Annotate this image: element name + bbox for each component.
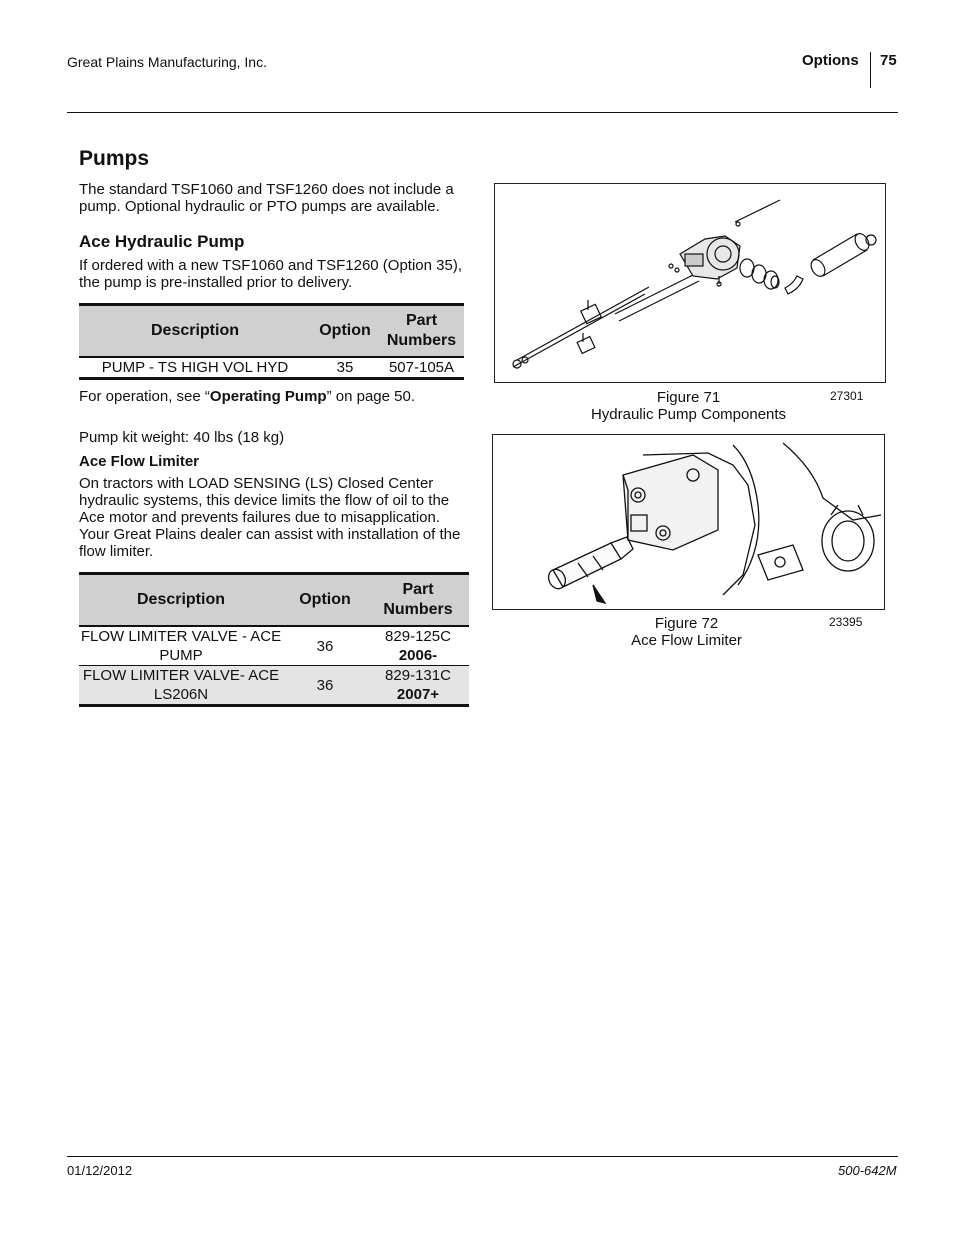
cell-part (367, 666, 469, 706)
flow-limiter-parts-table (79, 572, 469, 707)
hydraulic-pump-illustration (495, 184, 885, 382)
subsection-title-ace-pump: Ace Hydraulic Pump (79, 232, 245, 251)
table-row (79, 357, 464, 379)
figure-71-caption (586, 389, 791, 423)
figure-71-number: 27301 (830, 389, 864, 403)
col-part-numbers: Part Numbers (379, 305, 464, 358)
header-company: Great Plains Manufacturing, Inc. (67, 54, 267, 70)
footer-date: 01/12/2012 (67, 1163, 133, 1178)
figure-71-image (494, 183, 886, 383)
cell-option: 35 (336, 359, 354, 376)
table-row (79, 666, 469, 706)
col-option: Option (283, 574, 367, 627)
header-section: Options (802, 52, 859, 69)
flow-limiter-illustration (493, 435, 884, 609)
cell-description: FLOW LIMITER VALVE- ACE LS206N (79, 666, 283, 706)
col-description: Description (79, 574, 283, 627)
cell-description: PUMP - TS HIGH VOL HYD (101, 359, 289, 376)
figure-71-label: Figure 71 (656, 389, 721, 406)
figure-71-title: Hydraulic Pump Components (590, 406, 787, 423)
page-number: 75 (880, 52, 897, 69)
footer-doc-number: 500-642M (838, 1163, 897, 1178)
cell-part: 507-105A (388, 359, 455, 376)
header-divider (870, 52, 871, 88)
figure-72-label: Figure 72 (654, 615, 719, 632)
cell-option: 36 (283, 666, 367, 706)
figure-72-image (492, 434, 885, 610)
operation-post: ” on page 50. (326, 388, 415, 405)
col-part-numbers: Part Numbers (367, 574, 469, 627)
header-rule (67, 112, 898, 113)
cell-option: 36 (316, 637, 334, 655)
col-description: Description (79, 305, 311, 358)
ace-pump-parts-table (79, 303, 464, 380)
ace-pump-intro: If ordered with a new TSF1060 and TSF1260 (Option 35), the pump is pre-installed prior to delivery. (79, 257, 462, 291)
operation-pre: For operation, see “ (79, 388, 210, 405)
figure-72-title: Ace Flow Limiter (631, 632, 742, 649)
table-row (79, 626, 469, 666)
operating-pump-link[interactable]: Operating Pump (209, 388, 327, 405)
part-number: 829-131C (385, 667, 451, 684)
figure-72-number: 23395 (829, 615, 863, 629)
year-range: 2007+ (396, 686, 440, 703)
cell-description: FLOW LIMITER VALVE - ACE PUMP (80, 628, 282, 664)
kit-weight: Pump kit weight: 40 lbs (18 kg) (79, 429, 285, 446)
year-range: 2006- (398, 647, 438, 664)
subsection-title-flow-limiter: Ace Flow Limiter (79, 453, 200, 470)
figure-72-caption (604, 615, 769, 649)
operation-reference (79, 388, 474, 405)
cell-part (367, 626, 469, 666)
section-title-pumps: Pumps (79, 147, 150, 170)
col-option: Option (311, 305, 379, 358)
footer-rule (67, 1156, 898, 1157)
pumps-intro: The standard TSF1060 and TSF1260 does not include a pump. Optional hydraulic or PTO pumps are available. (79, 181, 454, 215)
flow-limiter-body: On tractors with LOAD SENSING (LS) Closed Center hydraulic systems, this device limits the flow of oil to the Ace motor and prevents failures due to misapplication. Your Great Plains dealer can assist with installation of the flow limiter. (79, 475, 461, 560)
part-number: 829-125C (385, 628, 451, 645)
